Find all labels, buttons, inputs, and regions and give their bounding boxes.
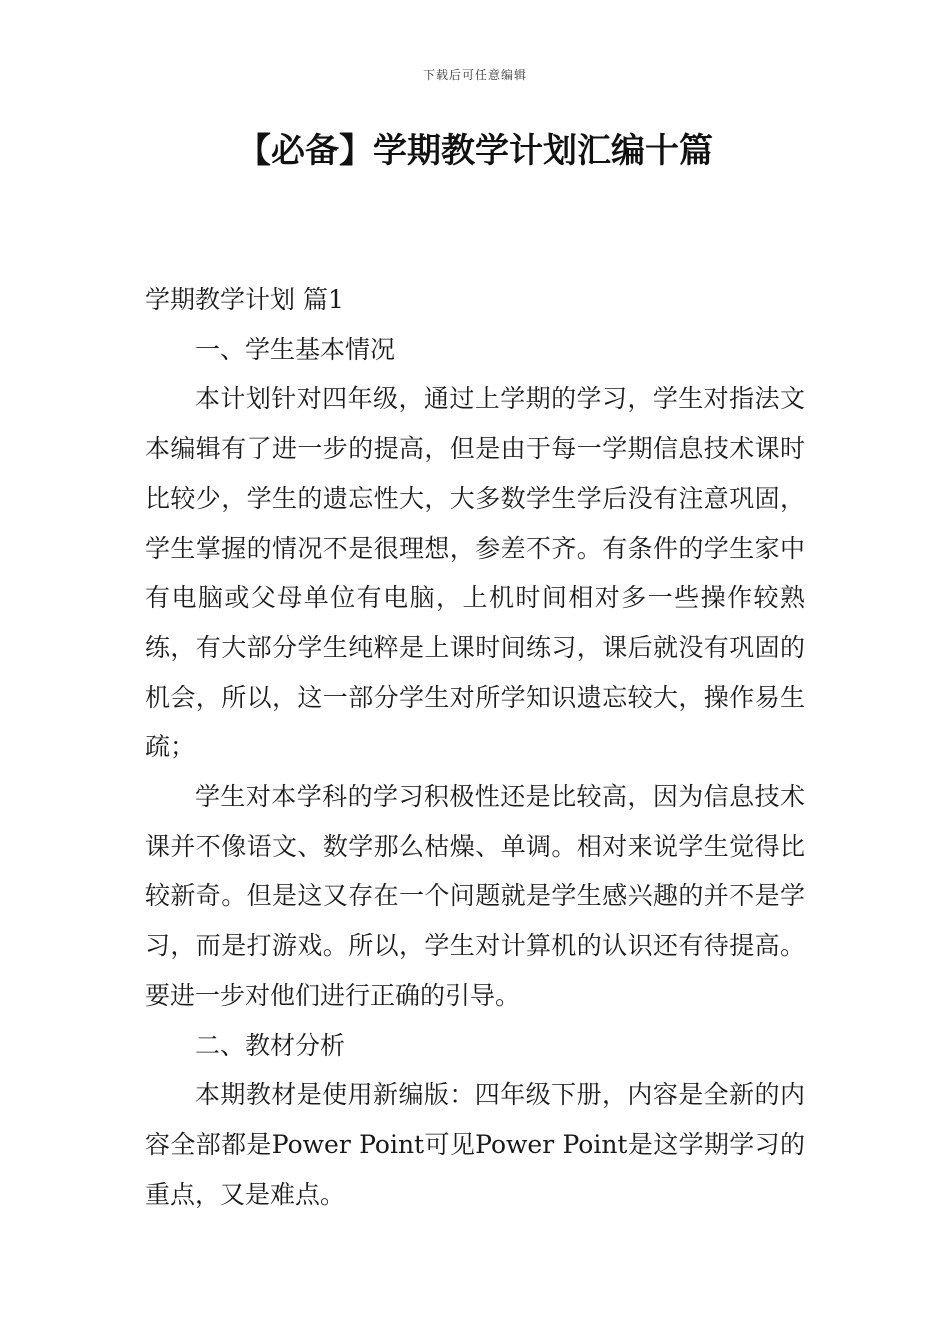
subheading-textbook-analysis: 二、教材分析 (195, 1030, 346, 1060)
section-title: 学期教学计划 篇1 (145, 285, 344, 314)
document-title: 【必备】学期教学计划汇编十篇 (237, 131, 713, 171)
header-note: 下载后可任意编辑 (422, 68, 527, 82)
subheading-student-situation: 一、学生基本情况 (195, 334, 396, 364)
paragraph-student-situation: 本计划针对四年级，通过上学期的学习，学生对指法文本编辑有了进一步的提高，但是由于每一学期信息技术课时比较少，学生的遗忘性大，大多数学生学后没有注意巩固，学生掌握的情况不是很理想，参差不齐。有条件的学生家中有电脑或父母单位有电脑，上机时间相对多一些操作较熟练，有大部分学生纯粹是上课时间练习，课后就没有巩固的机会，所以，这一部分学生对所学知识遗忘较大，操作易生疏； (145, 384, 805, 762)
document-body (145, 275, 805, 1219)
paragraph-textbook-analysis: 本期教材是使用新编版：四年级下册，内容是全新的内容全部都是Power Point可见Power Point是这学期学习的重点，又是难点。 (145, 1080, 805, 1209)
paragraph-student-interest: 学生对本学科的学习积极性还是比较高，因为信息技术课并不像语文、数学那么枯燥、单调。相对来说学生觉得比较新奇。但是这又存在一个问题就是学生感兴趣的并不是学习，而是打游戏。所以，学生对计算机的认识还有待提高。要进一步对他们进行正确的引导。 (145, 782, 805, 1010)
